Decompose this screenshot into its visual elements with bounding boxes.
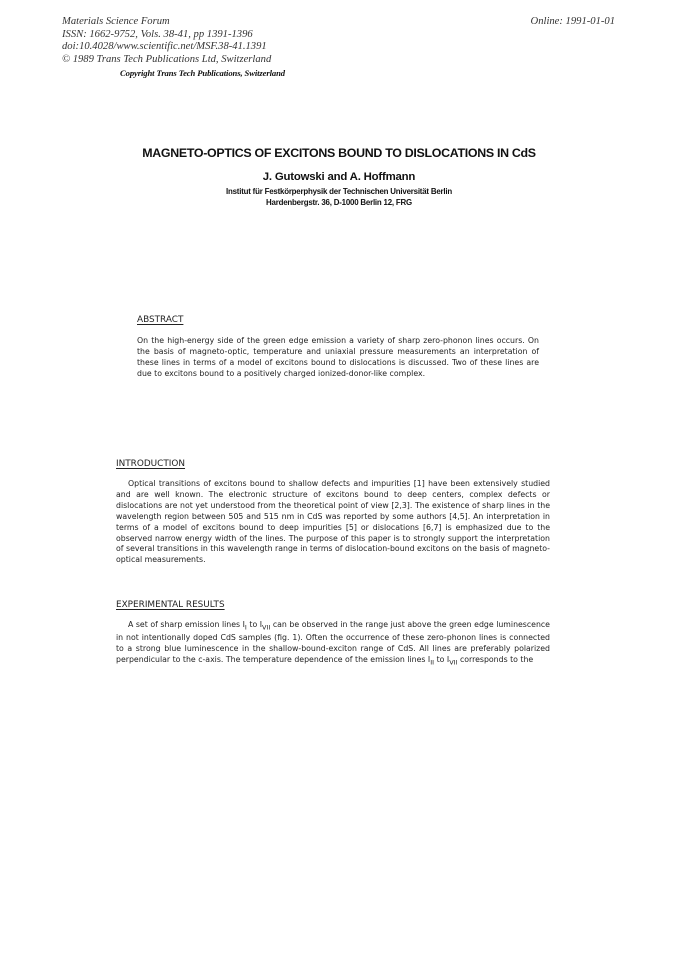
abstract-text: On the high-energy side of the green edge emission a variety of sharp zero-phonon lines occurs. On the basis of magneto-optic, temperature and uniaxial pressure measurements an interpretation of these lines in terms of a model of excitons bound to dislocations is discussed. Two of these lines are due to excitons bound to a positively charged ionized-donor-like complex. [137, 336, 539, 378]
text-run: to I [434, 655, 450, 665]
affiliation [0, 187, 678, 208]
paper-title: MAGNETO-OPTICS OF EXCITONS BOUND TO DISLOCATIONS IN CdS [142, 146, 536, 160]
meta-line: © 1989 Trans Tech Publications Ltd, Switzerland [62, 53, 272, 65]
paper-authors: J. Gutowski and A. Hoffmann [262, 171, 416, 183]
abstract-body [137, 336, 539, 380]
experimental-text [116, 620, 550, 669]
subscript: I [244, 623, 247, 632]
affiliation-line: Hardenbergstr. 36, D-1000 Berlin 12, FRG [266, 197, 412, 207]
subscript: VII [449, 658, 458, 667]
affiliation-line: Institut für Festkörperphysik der Technischen Universität Berlin [225, 187, 453, 196]
text-run: can be observed in the range just above the green edge luminescence in not intentionally doped CdS samples (fig. 1). Often the occurrence of these zero-phonon lines is connected to a strong blue luminescence in the shallow-bound-exciton range of CdS. All lines are preferably polarized perpendicular to the c-axis. The temperature dependence of the emission lines I [116, 620, 550, 665]
meta-line: ISSN: 1662-9752, Vols. 38-41, pp 1391-1396 [62, 28, 253, 40]
online-date: Online: 1991-01-01 [530, 16, 615, 27]
copyright-line: Copyright Trans Tech Publications, Switzerland [120, 68, 286, 78]
introduction-body [116, 479, 550, 566]
subscript: II [430, 658, 435, 667]
meta-line: doi:10.4028/www.scientific.net/MSF.38-41.1391 [62, 41, 267, 53]
experimental-heading: EXPERIMENTAL RESULTS [116, 600, 225, 610]
meta-line: Materials Science Forum [62, 16, 170, 27]
introduction-text: Optical transitions of excitons bound to shallow defects and impurities [1] have been extensively studied and are well known. The electronic structure of excitons bound to deep centers, complex defects or dislocations are not yet understood from the theoretical point of view [2,3]. The existence of sharp lines in the wavelength region between 505 and 515 nm in CdS was reported by some authors [4,5]. An interpretation in terms of a model of excitons bound to deep impurities [5] or dislocations [6,7] is emphasized due to the observed narrow energy width of the lines. The purpose of this paper is to strongly support the interpretation of several transitions in this wavelength range in terms of dislocation-bound excitons on the basis of magneto-optical measurements. [116, 479, 550, 565]
text-run: A set of sharp emission lines I [128, 620, 245, 629]
introduction-heading: INTRODUCTION [116, 459, 186, 469]
text-run: to I [246, 620, 263, 629]
text-run: corresponds to the [457, 655, 534, 665]
subscript: VII [262, 623, 271, 632]
abstract-heading: ABSTRACT [137, 315, 184, 325]
experimental-body [116, 620, 550, 669]
journal-metadata [62, 16, 271, 66]
